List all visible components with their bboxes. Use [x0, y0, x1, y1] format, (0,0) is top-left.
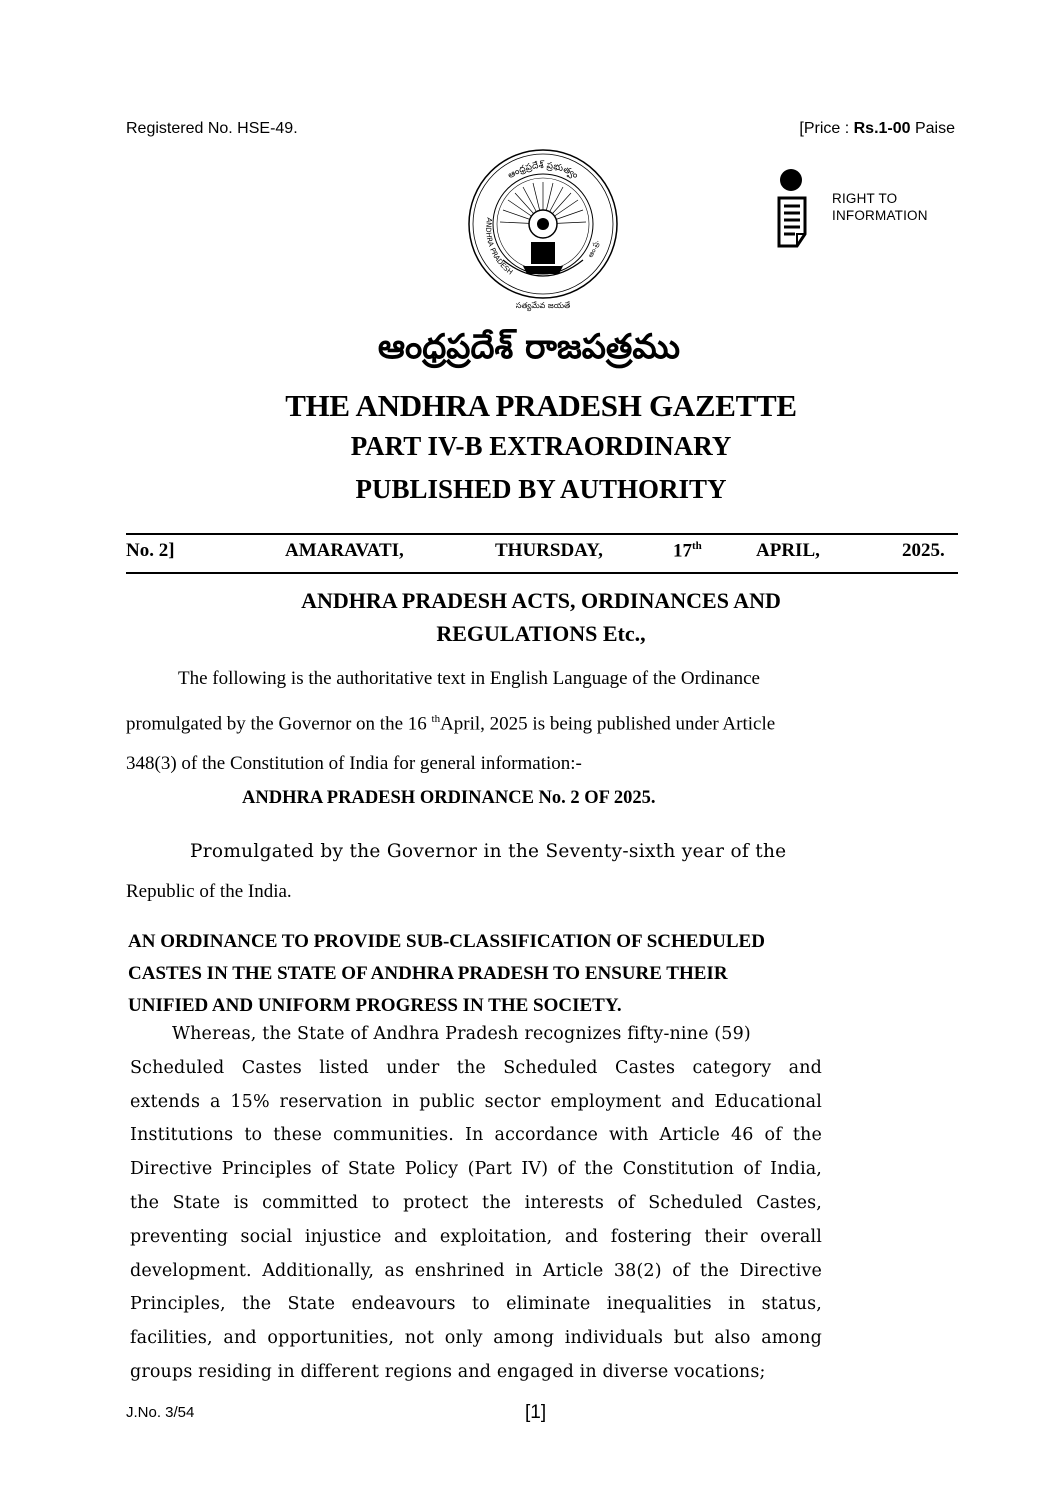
issue-date: 17th	[673, 540, 702, 562]
andhra-pradesh-emblem	[463, 142, 623, 312]
ordinance-long-title: AN ORDINANCE TO PROVIDE SUB-CLASSIFICATION OF SCHEDULED CASTES IN THE STATE OF ANDHRA PRADESH TO ENSURE THEIR UNIFIED AND UNIFORM PROGRESS IN THE SOCIETY.	[128, 931, 765, 1016]
journal-number: J.No. 3/54	[126, 1404, 195, 1421]
issue-month: APRIL,	[756, 540, 820, 561]
svg-text:ANDHRA PRADESH: ANDHRA PRADESH	[484, 216, 515, 277]
telugu-gazette-title: ఆంధ్రప్రదేశ్ రాజపత్రము	[377, 327, 681, 367]
promulgation-statement: Promulgated by the Governor in the Seventy-sixth year of the Republic of the India.	[126, 841, 787, 902]
rti-label: RIGHT TO INFORMATION	[832, 191, 928, 223]
registered-number: Registered No. HSE-49.	[126, 120, 298, 137]
issue-number: No. 2]	[126, 540, 175, 561]
intro-paragraph: The following is the authoritative text in English Language of the Ordinance promulgated by the Governor on the 16 $^{th}$April, 2025 is being published under Article 348(3) of the Constitution of India for general information:-	[126, 668, 776, 775]
svg-text:సత్యమేవ జయతే: సత్యమేవ జయతే	[515, 301, 571, 310]
section-title-line2: REGULATIONS Etc.,	[436, 621, 646, 646]
svg-text:ఆం.ప్ర.: ఆం.ప్ర.	[586, 239, 601, 259]
issue-year: 2025.	[902, 540, 945, 561]
issue-place: AMARAVATI,	[285, 540, 404, 561]
rule-bottom	[126, 572, 958, 574]
price: [Price : Rs.1-00 Paise	[799, 120, 955, 137]
preamble-paragraph: Whereas, the State of Andhra Pradesh recognizes fifty-nine (59) Scheduled Castes listed under the Scheduled Castes category and extends a 15% reservation in public sector employment and Educational Institutions to these communities. In accordance with Article 46 of the Directive Principles of State Policy (Part IV) of the Constitution of India, the State is committed to protect the interests of Scheduled Castes, preventing social injustice and exploitation, and fostering their overall development. Additionally, as enshrined in Article 38(2) of the Directive Principles, the State endeavours to eliminate inequalities in status, facilities, and opportunities, not only among individuals but also among groups residing in different regions and engaged in diverse vocations;	[130, 1024, 822, 1382]
gazette-part: PART IV-B EXTRAORDINARY	[350, 431, 732, 461]
gazette-authority: PUBLISHED BY AUTHORITY	[355, 474, 727, 504]
ordinance-title: ANDHRA PRADESH ORDINANCE No. 2 OF 2025.	[242, 788, 656, 808]
issue-day: THURSDAY,	[495, 540, 603, 561]
gazette-title: THE ANDHRA PRADESH GAZETTE	[285, 388, 797, 423]
svg-text:ఆంధ్రప్రదేశ్ ప్రభుత్వం: ఆంధ్రప్రదేశ్ ప్రభుత్వం	[506, 160, 580, 182]
section-title-line1: ANDHRA PRADESH ACTS, ORDINANCES AND	[301, 588, 781, 613]
page-number: [1]	[525, 1402, 547, 1423]
rule-top	[126, 533, 958, 535]
right-to-information-icon	[777, 168, 837, 250]
